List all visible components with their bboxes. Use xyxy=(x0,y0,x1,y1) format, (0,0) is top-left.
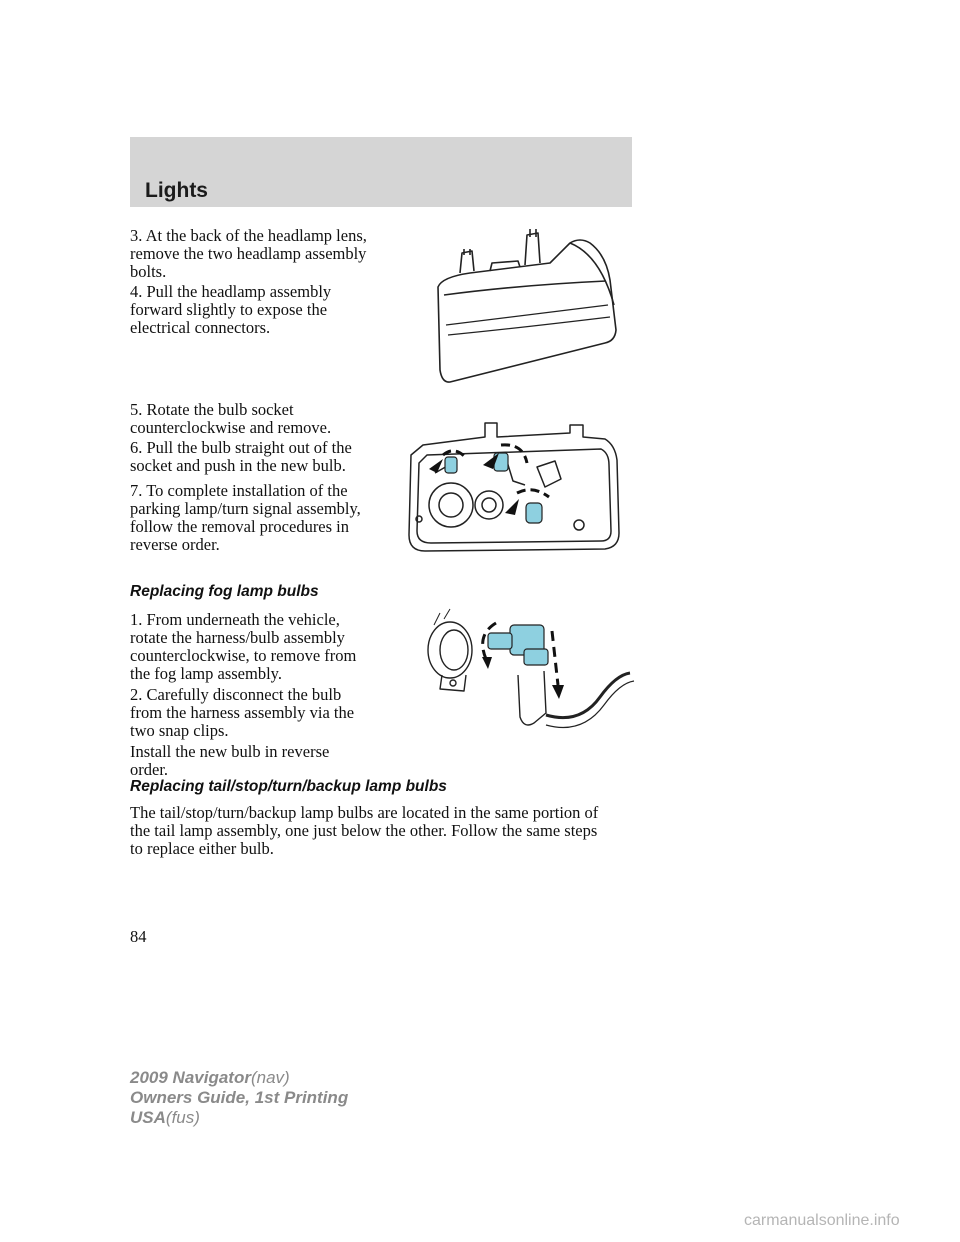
page-number: 84 xyxy=(130,927,147,946)
headlamp-assembly-illustration xyxy=(430,225,640,385)
footer-guide: Owners Guide, 1st Printing xyxy=(130,1088,349,1107)
footer-market-code: (fus) xyxy=(165,1108,200,1127)
section-title: Lights xyxy=(145,179,208,202)
step-3-text: 3. At the back of the headlamp lens, remove the two headlamp assembly bolts. xyxy=(130,226,367,281)
tail-lamp-heading: Replacing tail/stop/turn/backup lamp bulbs xyxy=(130,778,447,795)
footer-market: USA xyxy=(130,1108,166,1127)
fog-lamp-heading: Replacing fog lamp bulbs xyxy=(130,583,319,600)
fog-install-text: Install the new bulb in reverse order. xyxy=(130,742,330,779)
footer-model: 2009 Navigator xyxy=(130,1068,251,1087)
section-header-band xyxy=(130,137,632,207)
footer-model-code: (nav) xyxy=(250,1068,290,1087)
tail-lamp-body-text: The tail/stop/turn/backup lamp bulbs are located in the same portion of the tail lamp assembly, one just below the other. Follow the same steps to replace either bulb. xyxy=(130,803,599,858)
step-7-text: 7. To complete installation of the parking lamp/turn signal assembly, follow the removal procedures in reverse order. xyxy=(130,481,361,554)
step-6-text: 6. Pull the bulb straight out of the socket and push in the new bulb. xyxy=(130,438,352,475)
fog-step-1-text: 1. From underneath the vehicle, rotate the harness/bulb assembly counterclockwise, to remove from the fog lamp assembly. xyxy=(130,610,357,683)
parking-lamp-socket-illustration xyxy=(405,415,625,555)
document-footer xyxy=(130,1068,348,1128)
watermark-text: carmanualsonline.info xyxy=(744,1212,900,1229)
fog-step-2-text: 2. Carefully disconnect the bulb from the harness assembly via the two snap clips. xyxy=(130,685,355,740)
step-5-text: 5. Rotate the bulb socket counterclockwise and remove. xyxy=(130,400,332,437)
fog-lamp-bulb-illustration xyxy=(420,605,640,740)
step-4-text: 4. Pull the headlamp assembly forward slightly to expose the electrical connectors. xyxy=(130,282,332,337)
